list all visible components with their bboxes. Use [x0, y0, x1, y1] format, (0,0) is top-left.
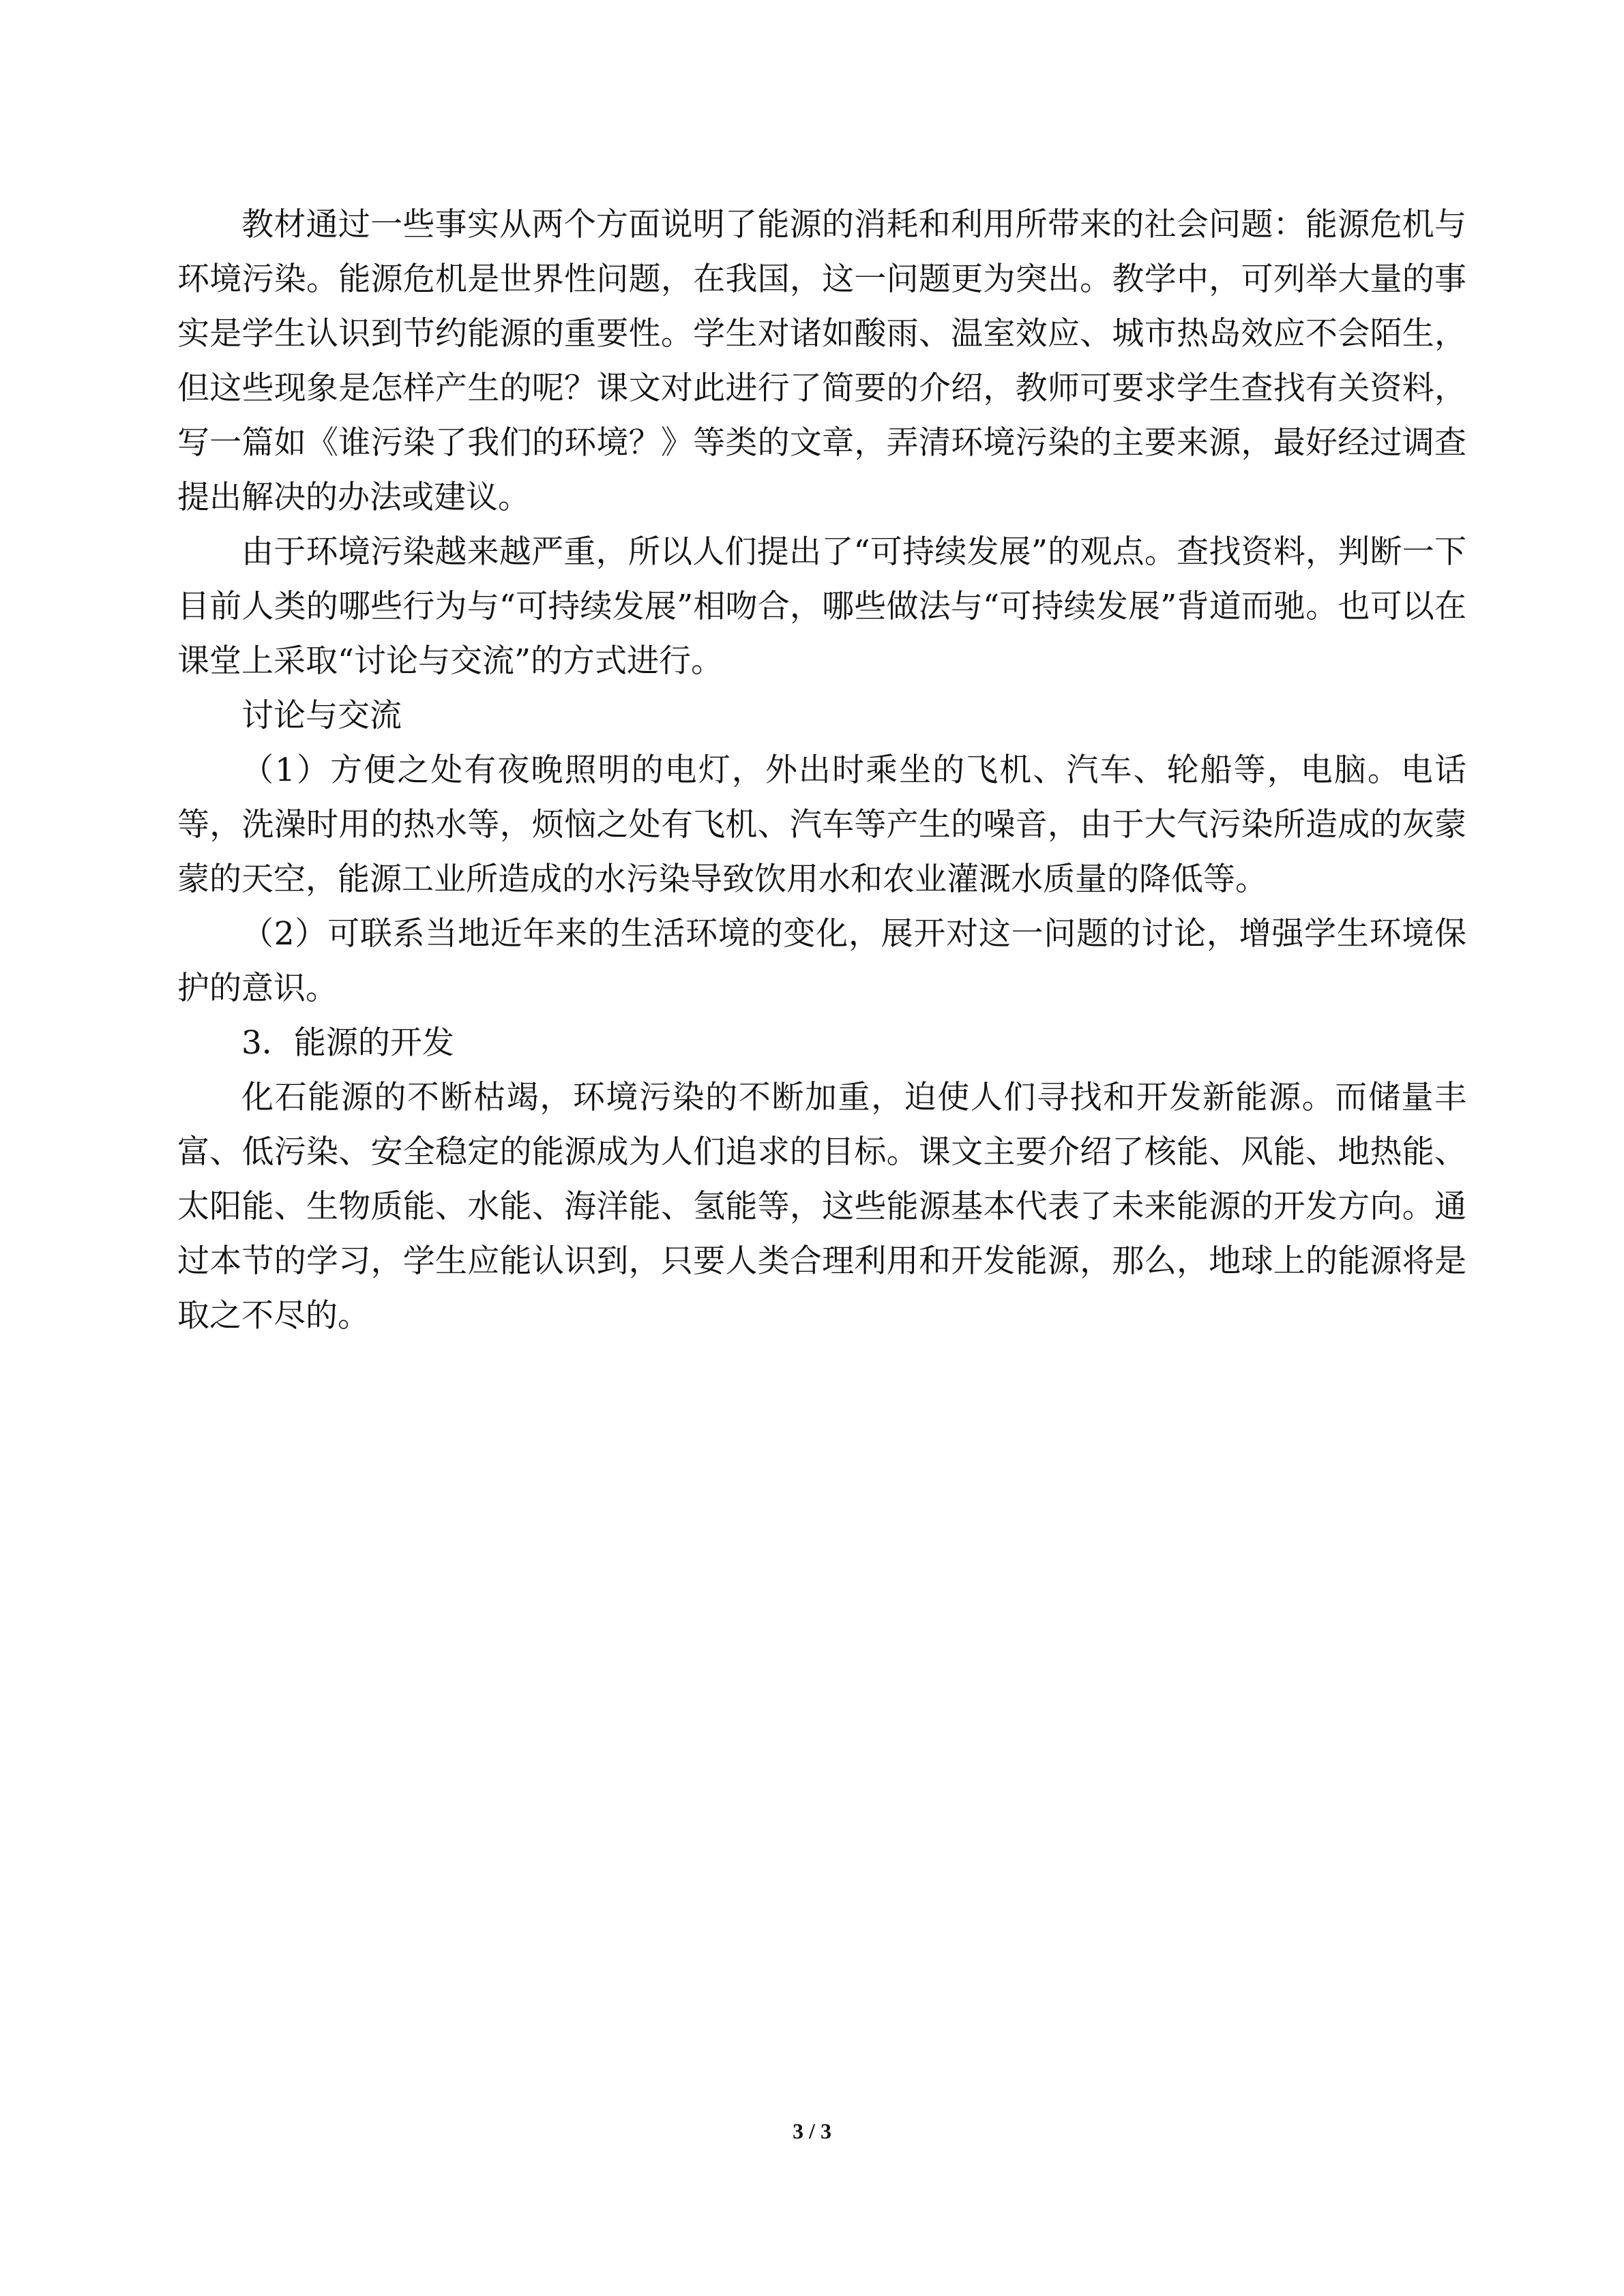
paragraph-energy-problems: 教材通过一些事实从两个方面说明了能源的消耗和利用所带来的社会问题：能源危机与环境污染。能源危机是世界性问题，在我国，这一问题更为突出。教学中，可列举大量的事实是学生认识到节约能源的重要性。学生对诸如酸雨、温室效应、城市热岛效应不会陌生，但这些现象是怎样产生的呢？课文对此进行了简要的介绍，教师可要求学生查找有关资料，写一篇如《谁污染了我们的环境？》等类的文章，弄清环境污染的主要来源，最好经过调查提出解决的办法或建议。	[177, 206, 1466, 516]
paragraph-energy-development: 化石能源的不断枯竭，环境污染的不断加重，迫使人们寻找和开发新能源。而储量丰富、低污染、安全稳定的能源成为人们追求的目标。课文主要介绍了核能、风能、地热能、太阳能、生物质能、水能、海洋能、氢能等，这些能源基本代表了未来能源的开发方向。通过本节的学习，学生应能认识到，只要人类合理利用和开发能源，那么，地球上的能源将是取之不尽的。	[177, 1079, 1466, 1335]
paragraph-discussion-1: （1）方便之处有夜晚照明的电灯，外出时乘坐的飞机、汽车、轮船等，电脑。电话等，洗澡时用的热水等，烦恼之处有飞机、汽车等产生的噪音，由于大气污染所造成的灰蒙蒙的天空，能源工业所造成的水污染导致饮用水和农业灌溉水质量的降低等。	[177, 751, 1466, 898]
section-heading-energy-development: 3．能源的开发	[241, 1024, 454, 1062]
document-body	[177, 198, 1466, 1343]
page-number: 3 / 3	[793, 2119, 831, 2143]
paragraph-discussion-2: （2）可联系当地近年来的生活环境的变化，展开对这一问题的讨论，增强学生环境保护的意识。	[177, 915, 1466, 1007]
paragraph-sustainable-development: 由于环境污染越来越严重，所以人们提出了“可持续发展”的观点。查找资料，判断一下目前人类的哪些行为与“可持续发展”相吻合，哪些做法与“可持续发展”背道而驰。也可以在课堂上采取“讨论与交流”的方式进行。	[177, 533, 1466, 680]
section-heading-discussion: 讨论与交流	[241, 697, 402, 734]
